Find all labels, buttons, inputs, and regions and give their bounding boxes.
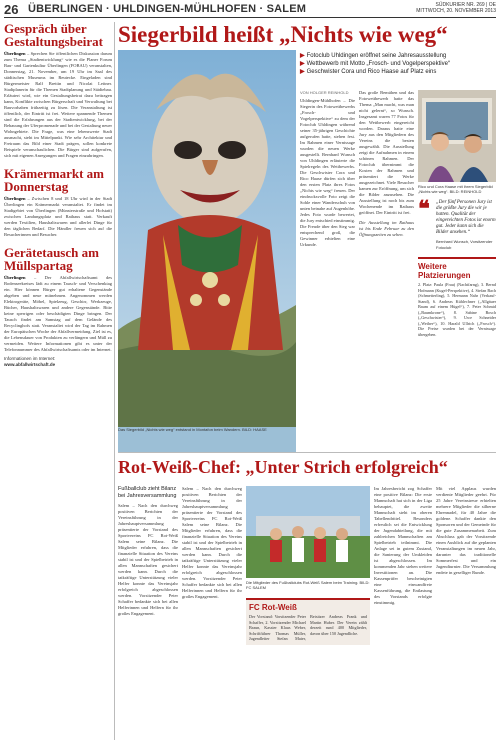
bottom-col2 (182, 486, 242, 600)
story-geraetetausch (4, 246, 112, 368)
story-body: – Sprechen Sie öffentlichen Diskussion darum zum Thema „Stadtentwicklung“ wie es die Planer Forum Bau- und Gartenkultur Überlingen (FOBAU) veranstalten, Donnerstag, 21. November, um 19 Uhr im Saal des städtischen Museums im Reutecke. Eingeladen sind Bürgermeister Ralf Brettin und Nicolai Leitner. Stadtplanerin für die Themen Stadtplanung und Städtebau. Erläutert wird, wie ein Gestaltungsbeirat dazu beitragen kann, Konflikte zwischen Bürgerschaft und Verwaltung bei Bauvorhaben frühzeitig zu lösen. Die Veranstaltung ist öffentlich, der Eintritt ist frei. Weitere spannende Themen sind die Erfahrungen aus der Stadtentwicklung, bei der Bebauung der Uferpromenade und bei der Gestaltung neuer Wohngebiete. Die Frage, was eine lebenswerte Stadt ausmacht, steht im Mittelpunkt. Wie sehr Architektur und Freiraum das Bild einer Stadt prägen, sollen konkrete Beispiele veranschaulichen. Die Bürger sind aufgerufen, sich mit eigenen Anregungen und Fragen einzubringen. (4, 51, 113, 158)
story-gestaltungsbeirat (4, 22, 112, 159)
story-title: Krämermarkt am Donnerstag (4, 166, 104, 194)
body-text: Salem – Nach den durchweg positiven Berichten der Vereinsführung in der Jahreshauptversammlung präsentierte der Vorstand des Sportvereins FC Rot-Weiß Salem seine Bilanz. Die Mitglieder erfuhren, dass die finanzielle Situation des Vereins stabil ist und der Spielbetrieb in allen Mannschaften gesichert werden kann. Durch die tatkräftige Unterstützung vieler Helfer konnte das Vereinsjahr erfolgreich abgeschlossen werden. Vorsitzender Peter Schaffer bedankte sich bei allen Helferinnen und Helfern für ihr großes Engagement. (118, 503, 178, 616)
top-sidebar (418, 90, 496, 337)
body-text: Uhldingen-Mühlhofen – Die Siegerin des Fotowettbewerbs „Frosch- und Vogelperspektive“ zu dem der Fotoclub Uhldingen während seiner 35-jährigen Geschichte aufgerufen hatte, stehen fest. Im Rahmen einer Vernissage wurden die neuen Werke ausgestellt. Bernhard Wunsch von Uhldingen erläuterte die Spielregeln des Wettbewerbs. Die Geschwister Cora und Rico Haase dürfen sich über den ersten Platz ihres Fotos „Nichts wie weg“ freuen. Der eindrucksvolle Foto zeigt die Sohle einer Wanderschuh von unten beinahe auf Augenhöhe. Jedes Foto wurde bewertet, die Jury entschied einstimmig. Die Freude über den Sieg war entsprechend groß, die Gewinner erhielten eine Urkunde. (300, 98, 355, 247)
masthead-date: MITTWOCH, 20. NOVEMBER 2013 (416, 8, 496, 14)
story-title: Gespräch über Gestaltungsbeirat (4, 21, 103, 49)
bullet-item: ▶ Geschwister Cora und Rico Haase auf Platz eins (300, 69, 437, 75)
story-body: – Zwischen 8 und 18 Uhr wird in der Stadt Überlingen ein Krämermarkt veranstaltet. Er findet im Stadtgebiet von Überlingen (Münsterstraße und Hofstatt) zwischen Landungsplatz und Rathaus statt. Verkauft werden Textilien, Haushaltswaren und allerlei Dinge für den täglichen Bedarf. Die Händler freuen sich auf die Besucherinnen und Besucher. (4, 196, 112, 237)
footer-label: Informationen im Internet: (4, 356, 56, 361)
placements-text: 2. Platz: Paula (Frau) (Nachtfarng), 3. Bernd Hofmann (Kugel-Perspektive), 4. Stefan Bach (Schmetterling), 5. Hermann Nahr (Verkauf-Stand), 6. Andreas Kühlechner („Allgäuer Baum auf einem Hügel“), 7. Peter Schmid („Baumkrone“), 8. Sabine Bosch („Geschwister“), 9. Uwe Schneider („Weiher“), 10. Harald Ullrich („Frosch“). Die Preise wurden bei der Vernissage übergeben. (418, 282, 496, 337)
story-divider (118, 452, 496, 453)
bullet-item: ▶ Fotoclub Uhldingen eröffnet seine Jahresausstellung (300, 53, 447, 59)
fc-infobox (246, 598, 370, 645)
footer-url[interactable]: www.abfallwirtschaft.de (4, 362, 56, 367)
top-body-col2 (359, 90, 414, 238)
body-footer: Die Ausstellung im Rathaus ist bis Ende Februar zu den Öffnungszeiten zu sehen. (359, 220, 414, 237)
arrow-icon: ▶ (300, 69, 305, 75)
fc-text: Der Vorstand: Vorsitzender Peter Schaffer, 2. Vorsitzender Michael Braun, Kassier Klaus Weber, Schriftführer Thomas Müller, Jugendleiter Stefan Maier, Beisitzer Andreas Frank und Martin Huber. Der Verein zählt derzeit rund 400 Mitglieder, davon über 150 Jugendliche. (249, 614, 367, 641)
bottom-col3 (374, 486, 432, 606)
story-text (4, 51, 112, 159)
story-body: – Der Abfallwirtschaftsamt des Bodenseekreises lädt zu einem Tausch- und Verschenktag ein. Hier können Bürger gut erhaltene Gegenstände abgeben und neue mitnehmen. Angenommen werden Elektrogeräte, Möbel, Spielzeug, Geschirr, Werkzeuge, Bücher, Haushaltswaren und andere Gegenstände. Bitte keine sperrigen oder beschädigten Dinge bringen. Der Tausch findet am Samstag auf dem Gelände des Recyclinghofs statt. Veranstaltet wird der Tag im Rahmen der Europäischen Woche der Abfallvermeidung. Ziel ist es, die Lebensdauer von Produkten zu verlängern und Müll zu vermeiden. Weitere Informationen gibt es unter der Telefonnummer des Abfallwirtschaftsamts oder im Internet. (4, 275, 112, 352)
story-place: Überlingen (4, 51, 26, 56)
carnival-mask-illustration (118, 50, 296, 427)
quote-mark-icon: ❝ (418, 196, 430, 221)
placements-title: Weitere Platzierungen (418, 262, 471, 280)
bullet-item: ▶ Wettbewerb mit Motto „Frosch- und Vogelperspektive“ (300, 61, 450, 67)
top-body-col1 (300, 90, 355, 248)
top-story (118, 22, 496, 452)
top-bullets (300, 52, 496, 76)
story-kraemermarkt (4, 167, 112, 238)
story-footer (4, 356, 112, 368)
bottom-col1 (118, 486, 178, 617)
quote-author: Bernhard Wunsch, Vorsitzender Fotoclub (436, 239, 493, 250)
bottom-story (118, 456, 496, 742)
portrait-photo (418, 90, 496, 182)
page-number: 26 (4, 2, 19, 17)
masthead (416, 2, 496, 14)
page-header (4, 2, 496, 18)
bottom-headline: Rot-Weiß-Chef: „Unter Strich erfolgreich“ (118, 457, 448, 477)
quote-text: „Der fünf Personen Jury ist die größte Jury die wir je hatten. Qualität der eingereichten Fotos ist enorm gut. Jeder kann sich die Bilder ansehen.“ (436, 200, 496, 235)
story-place: Überlingen (4, 196, 26, 201)
portrait-caption: Rico und Cora Haase mit ihrem Siegerbild „Nichts wie weg“. BILD: REINHOLD (418, 184, 493, 194)
photo-caption: Das Siegerbild „Nichts wie weg“ entstand in Montafon beim Wandern. BILD: HAASE (118, 427, 267, 432)
section-title: ÜBERLINGEN · UHLDINGEN-MÜHLHOFEN · SALEM (28, 3, 307, 15)
body-text: Mit viel Applaus wurden verdiente Mitglieder geehrt. Für 25 Jahre Vereinstreue erhielten mehrere Mitglieder die silberne Ehrennadel, für 40 Jahre die goldene. Schaffer dankte den Sponsoren und der Gemeinde für die gute Zusammenarbeit. Zum Abschluss gab der Vorsitzende einen Ausblick auf die geplanten Veranstaltungen im neuen Jahr, darunter das traditionelle Sommerfest und ein Jugendturnier. Die Versammlung endete in geselliger Runde. (436, 486, 496, 575)
column-divider (114, 22, 115, 740)
body-text: Das große Bemühen und das Fotowettbewerb hatte das Thema „Man macht, was man nicht gelernt“, so Wunsch. Insgesamt waren 77 Fotos für den Wettbewerb eingereicht worden. Daraus hatte eine Jury aus den Mitgliedern des Vereins die besten ausgewählt. Die Ausstellung zeigt die Aufnahmen in einem schönen Rahmen. Der Fotoclub übernimmt die Kosten der Rahmen und präsentiert die Werke ausgezeichnet. Viele Besucher kamen zur Eröffnung, um sich die Bilder anzusehen. Die Ausstellung ist noch bis zum Wochenende im Rathaus geöffnet. Der Eintritt ist frei. (359, 90, 414, 215)
arrow-icon: ▶ (300, 61, 305, 67)
body-text: Salem – Nach den durchweg positiven Berichten der Vereinsführung in der Jahreshauptversammlung präsentierte der Vorstand des Sportvereins FC Rot-Weiß Salem seine Bilanz. Die Mitglieder erfuhren, dass die finanzielle Situation des Vereins stabil ist und der Spielbetrieb in allen Mannschaften gesichert werden kann. Durch die tatkräftige Unterstützung vieler Helfer konnte das Vereinsjahr erfolgreich abgeschlossen werden. Vorsitzender Peter Schaffer bedankte sich bei allen Helferinnen und Helfern für ihr großes Engagement. (182, 486, 242, 599)
story-title: Gerätetausch am Müllspartag (4, 245, 99, 273)
sports-photo (246, 486, 370, 578)
portrait-illustration (418, 90, 496, 182)
bottom-subhead: Fußballclub zieht Bilanz bei Jahresversammlung (118, 486, 177, 499)
top-headline: Siegerbild heißt „Nichts wie weg“ (118, 22, 448, 47)
winning-photo (118, 50, 296, 453)
story-text (4, 196, 112, 238)
sports-caption: Die Mitglieder des Fußballclubs Rot-Weiß Salem beim Training. BILD: FC SALEM (246, 580, 370, 590)
sports-team-illustration (246, 486, 370, 578)
story-text (4, 275, 112, 353)
masthead-issue: SÜDKURIER NR. 269 | OE (435, 2, 496, 8)
author-line: VON HOLGER REINHOLD (300, 90, 349, 95)
placements-box (418, 257, 496, 337)
arrow-icon: ▶ (300, 53, 305, 59)
fc-title: FC Rot-Weiß (249, 603, 297, 612)
story-place: Überlingen (4, 275, 26, 280)
body-text: Im Jahresbericht zog Schaffer eine positive Bilanz: Die erste Mannschaft hat sich in der Liga behauptet, die zweite Mannschaft steht im oberen Tabellendrittel. Besonders erfreulich sei die Entwicklung der Jugendabteilung, die mit zahlreichen Mannschaften am Spielbetrieb teilnimmt. Die Anlage sei in gutem Zustand, die Sanierung der Umkleiden ist abgeschlossen. Im kommenden Jahr stehen weitere Investitionen an. Die Kassenprüfer bescheinigten eine einwandfreie Kassenführung, die Entlastung des Vorstands erfolgte einstimmig. (374, 486, 432, 605)
quote-box (418, 196, 496, 251)
bottom-col4 (436, 486, 496, 576)
left-column (4, 22, 112, 376)
